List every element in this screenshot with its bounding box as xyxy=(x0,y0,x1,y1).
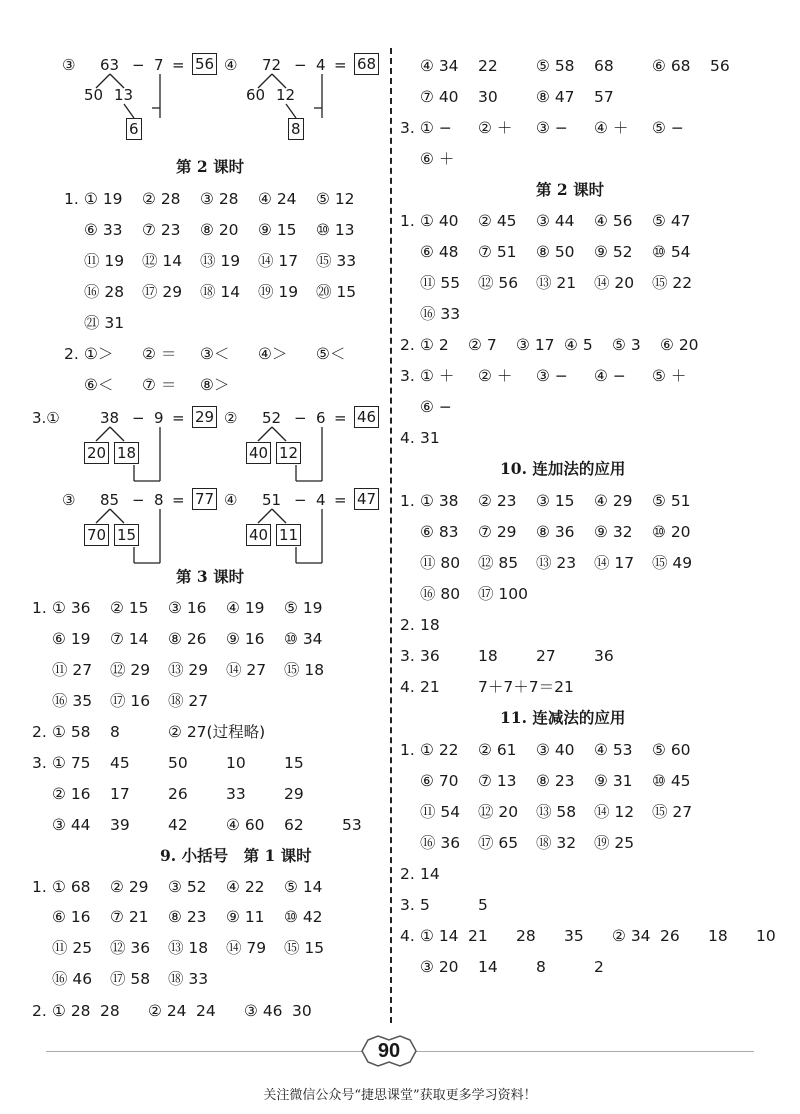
answer-item: ⑪ 19 xyxy=(84,252,125,270)
item-label: ④ xyxy=(224,56,238,74)
answer-item: ④ 56 xyxy=(594,212,633,230)
answer-item: ③ 28 xyxy=(200,190,239,208)
answer-item: ⑧ 23 xyxy=(536,772,575,790)
answer-item: ② 29 xyxy=(110,878,149,896)
answer-item: 8 xyxy=(110,723,120,741)
question-number: 2. xyxy=(400,616,415,634)
answer-item: ⑫ 14 xyxy=(142,252,183,270)
question-number: 4. xyxy=(400,429,415,447)
answer-item: ⑩ 13 xyxy=(316,221,355,239)
answer-item: 8 xyxy=(536,958,546,976)
answer-item: 36 xyxy=(594,647,614,665)
answer-item: ⑱ 33 xyxy=(168,970,209,988)
answer-item: 10 xyxy=(756,927,776,945)
question-number: 2. xyxy=(400,336,415,354)
answer-item: ⑨ 52 xyxy=(594,243,633,261)
answer-item: ⑯ 80 xyxy=(420,585,461,603)
answer-item: ⑨ 11 xyxy=(226,908,265,926)
split-part: 40 xyxy=(246,442,271,464)
section-heading: 10. 连加法的应用 xyxy=(500,459,626,478)
sub-result-box: 8 xyxy=(288,118,304,140)
answer-item: ⑬ 21 xyxy=(536,274,577,292)
answer-item: 28 xyxy=(516,927,536,945)
column-divider xyxy=(390,48,392,1023)
equals: = xyxy=(172,491,185,509)
answer-item: ⑮ 18 xyxy=(284,661,325,679)
answer-item: ⑪ 55 xyxy=(420,274,461,292)
answer-item: 10 xyxy=(226,754,246,772)
answer-item: ⑰ 100 xyxy=(478,585,529,603)
minuend: 63 xyxy=(100,56,120,74)
answer-item: ⑦ 40 xyxy=(420,88,459,106)
answer-item: ① 28 xyxy=(52,1002,91,1020)
answer-item: ⑧ 50 xyxy=(536,243,575,261)
answer-item: ⑰ 58 xyxy=(110,970,151,988)
answer-item: 21 xyxy=(468,927,488,945)
answer-item: ⑩ 20 xyxy=(652,523,691,541)
answer-item: ⑤ ＋ xyxy=(652,367,687,385)
question-number: 1. xyxy=(400,741,415,759)
subtrahend: 4 xyxy=(316,491,326,509)
result-box: 29 xyxy=(192,406,217,428)
answer-item: ⑥ 16 xyxy=(52,908,91,926)
answer-item: ⑮ 49 xyxy=(652,554,693,572)
answer-item: ⑩ 45 xyxy=(652,772,691,790)
result-box: 47 xyxy=(354,488,379,510)
answer-item: 18 xyxy=(708,927,728,945)
answer-item: ⑤ − xyxy=(652,119,684,137)
answer-item: ⑯ 35 xyxy=(52,692,93,710)
section-heading: 11. 连减法的应用 xyxy=(500,708,626,727)
answer-item: ⑫ 36 xyxy=(110,939,151,957)
answer-item: ① 68 xyxy=(52,878,91,896)
answer-item: ㉑ 31 xyxy=(84,314,125,332)
answer-item: ③＜ xyxy=(200,345,230,363)
answer-item: ⑥ 70 xyxy=(420,772,459,790)
answer-item: ④ 60 xyxy=(226,816,265,834)
answer-item: 14 xyxy=(478,958,498,976)
answer-item: ⑦ 21 xyxy=(110,908,149,926)
answer-item: 53 xyxy=(342,816,362,834)
operator: − xyxy=(132,409,145,427)
answer-item: ⑪ 25 xyxy=(52,939,93,957)
answer-item: ⑥ − xyxy=(420,398,452,416)
equals: = xyxy=(334,56,347,74)
answer-item: ⑨ 32 xyxy=(594,523,633,541)
answer-item: ① 40 xyxy=(420,212,459,230)
answer-item: ⑤ 3 xyxy=(612,336,641,354)
answer-item: 18 xyxy=(478,647,498,665)
operator: − xyxy=(294,409,307,427)
answer-item: ④ 53 xyxy=(594,741,633,759)
answer-item: ① 2 xyxy=(420,336,449,354)
question-number: 1. xyxy=(64,190,79,208)
connector-lines xyxy=(62,409,222,499)
answer-item: 29 xyxy=(284,785,304,803)
answer-item: 22 xyxy=(478,57,498,75)
minuend: 38 xyxy=(100,409,120,427)
question-number: 4. xyxy=(400,678,415,696)
answer-item: 36 xyxy=(420,647,440,665)
answer-item: ⑥ ＋ xyxy=(420,150,455,168)
answer-item: ① 38 xyxy=(420,492,459,510)
answer-item: ⑬ 58 xyxy=(536,803,577,821)
answer-item: 2 xyxy=(594,958,604,976)
answer-item: ⑦ 23 xyxy=(142,221,181,239)
answer-item: ③ 52 xyxy=(168,878,207,896)
split-part: 13 xyxy=(114,86,134,104)
answer-item: ⑤ 60 xyxy=(652,741,691,759)
question-number: 3. xyxy=(400,367,415,385)
answer-item: 5 xyxy=(420,896,430,914)
answer-item: ⑨ 31 xyxy=(594,772,633,790)
item-label: ② xyxy=(224,409,238,427)
subtrahend: 4 xyxy=(316,56,326,74)
question-number: 2. xyxy=(64,345,79,363)
answer-item: ③ 16 xyxy=(168,599,207,617)
answer-item: ⑭ 17 xyxy=(594,554,635,572)
answer-item: ⑦ 29 xyxy=(478,523,517,541)
answer-item: ② 34 xyxy=(612,927,651,945)
answer-item: ④ 5 xyxy=(564,336,593,354)
answer-item: 33 xyxy=(226,785,246,803)
answer-item: 35 xyxy=(564,927,584,945)
answer-item: ⑫ 85 xyxy=(478,554,519,572)
question-number: 1. xyxy=(400,212,415,230)
answer-item: ⑥ 48 xyxy=(420,243,459,261)
answer-item: ② 23 xyxy=(478,492,517,510)
answer-item: ⑤ 14 xyxy=(284,878,323,896)
answer-item: ② 61 xyxy=(478,741,517,759)
split-part: 40 xyxy=(246,524,271,546)
answer-item: 21 xyxy=(420,678,440,696)
answer-item: ② ＋ xyxy=(478,119,513,137)
minuend: 51 xyxy=(262,491,282,509)
answer-item: ④ − xyxy=(594,367,626,385)
answer-item: ③ 15 xyxy=(536,492,575,510)
connector-lines xyxy=(224,491,384,581)
answer-item: 24 xyxy=(196,1002,216,1020)
answer-item: ④＞ xyxy=(258,345,288,363)
answer-item: ⑬ 29 xyxy=(168,661,209,679)
answer-item: ⑲ 25 xyxy=(594,834,635,852)
answer-item: ⑧＞ xyxy=(200,376,230,394)
answer-item: ③ 44 xyxy=(52,816,91,834)
answer-item: ⑤ 58 xyxy=(536,57,575,75)
answer-item: ⑭ 17 xyxy=(258,252,299,270)
answer-item: ⑬ 23 xyxy=(536,554,577,572)
answer-item: 18 xyxy=(420,616,440,634)
answer-item: ⑤ 51 xyxy=(652,492,691,510)
answer-item: 27 xyxy=(536,647,556,665)
answer-item: ④ 24 xyxy=(258,190,297,208)
answer-item: ⑰ 29 xyxy=(142,283,183,301)
result-box: 56 xyxy=(192,53,217,75)
equals: = xyxy=(334,491,347,509)
answer-item: ⑫ 20 xyxy=(478,803,519,821)
answer-item: ③ 40 xyxy=(536,741,575,759)
answer-item: ② 45 xyxy=(478,212,517,230)
answer-item: ④ 19 xyxy=(226,599,265,617)
operator: − xyxy=(294,491,307,509)
result-box: 68 xyxy=(354,53,379,75)
section-heading: 第 3 课时 xyxy=(176,567,245,586)
answer-item: 5 xyxy=(478,896,488,914)
connector-lines xyxy=(224,56,384,146)
item-label: 3.① xyxy=(32,409,60,427)
answer-item: ⑳ 15 xyxy=(316,283,357,301)
answer-item: ⑯ 36 xyxy=(420,834,461,852)
result-box: 77 xyxy=(192,488,217,510)
page-number: 90 xyxy=(377,1040,401,1062)
answer-item: ⑩ 34 xyxy=(284,630,323,648)
answer-item: ⑤ 47 xyxy=(652,212,691,230)
section-heading: 第 2 课时 xyxy=(536,180,605,199)
split-part: 11 xyxy=(276,524,301,546)
answer-item: ⑭ 20 xyxy=(594,274,635,292)
answer-item: ④ 34 xyxy=(420,57,459,75)
item-label: ③ xyxy=(62,491,76,509)
question-number: 2. xyxy=(400,865,415,883)
answer-item: 31 xyxy=(420,429,440,447)
answer-item: ② ＝ xyxy=(142,345,177,363)
answer-item: ⑯ 46 xyxy=(52,970,93,988)
answer-item: ⑥ 68 xyxy=(652,57,691,75)
split-part: 18 xyxy=(114,442,139,464)
sub-result-box: 6 xyxy=(126,118,142,140)
answer-item: ⑧ 47 xyxy=(536,88,575,106)
equals: = xyxy=(334,409,347,427)
answer-item: 30 xyxy=(478,88,498,106)
subtrahend: 9 xyxy=(154,409,164,427)
answer-item: ⑨ 16 xyxy=(226,630,265,648)
answer-item: ⑪ 54 xyxy=(420,803,461,821)
answer-item: ①＞ xyxy=(84,345,114,363)
footer-note: 关注微信公众号“捷思课堂”获取更多学习资料！ xyxy=(263,1088,537,1103)
answer-item: ⑲ 19 xyxy=(258,283,299,301)
question-number: 3. xyxy=(400,896,415,914)
connector-lines xyxy=(62,56,222,146)
answer-item: ⑧ 26 xyxy=(168,630,207,648)
answer-item: ⑦ 13 xyxy=(478,772,517,790)
minuend: 72 xyxy=(262,56,282,74)
answer-item: ⑬ 19 xyxy=(200,252,241,270)
result-box: 46 xyxy=(354,406,379,428)
question-number: 3. xyxy=(32,754,47,772)
answer-item: ⑬ 18 xyxy=(168,939,209,957)
question-number: 1. xyxy=(32,599,47,617)
answer-item: ③ 20 xyxy=(420,958,459,976)
answer-item: ③ 17 xyxy=(516,336,555,354)
answer-item: ③ − xyxy=(536,367,568,385)
answer-item: ⑯ 28 xyxy=(84,283,125,301)
question-number: 1. xyxy=(32,878,47,896)
minuend: 85 xyxy=(100,491,120,509)
question-number: 3. xyxy=(400,647,415,665)
answer-item: ③ − xyxy=(536,119,568,137)
answer-item: ⑰ 65 xyxy=(478,834,519,852)
answer-item: ⑧ 23 xyxy=(168,908,207,926)
split-part: 60 xyxy=(246,86,266,104)
answer-item: ⑥＜ xyxy=(84,376,114,394)
answer-item: ② 7 xyxy=(468,336,497,354)
answer-item: ⑫ 29 xyxy=(110,661,151,679)
answer-item: 17 xyxy=(110,785,130,803)
split-part: 50 xyxy=(84,86,104,104)
answer-item: ⑩ 54 xyxy=(652,243,691,261)
split-part: 15 xyxy=(114,524,139,546)
operator: − xyxy=(294,56,307,74)
answer-item: ② 27(过程略) xyxy=(168,723,266,741)
answer-item: ④ 22 xyxy=(226,878,265,896)
answer-item: ⑭ 27 xyxy=(226,661,267,679)
subtrahend: 6 xyxy=(316,409,326,427)
answer-item: 14 xyxy=(420,865,440,883)
answer-item: ⑦ 14 xyxy=(110,630,149,648)
answer-item: ⑧ 20 xyxy=(200,221,239,239)
split-part: 70 xyxy=(84,524,109,546)
split-part: 12 xyxy=(276,86,296,104)
answer-item: ⑯ 33 xyxy=(420,305,461,323)
answer-item: ⑤ 12 xyxy=(316,190,355,208)
answer-item: ⑥ 83 xyxy=(420,523,459,541)
question-number: 3. xyxy=(400,119,415,137)
answer-item: ② 16 xyxy=(52,785,91,803)
answer-item: 68 xyxy=(594,57,614,75)
operator: − xyxy=(132,491,145,509)
answer-item: ① 36 xyxy=(52,599,91,617)
answer-item: ② 28 xyxy=(142,190,181,208)
page-number-badge xyxy=(358,1034,420,1068)
answer-item: ⑩ 42 xyxy=(284,908,323,926)
answer-item: 56 xyxy=(710,57,730,75)
answer-item: 50 xyxy=(168,754,188,772)
answer-item: ⑤ 19 xyxy=(284,599,323,617)
answer-item: ⑥ 20 xyxy=(660,336,699,354)
answer-item: ⑱ 27 xyxy=(168,692,209,710)
answer-item: 26 xyxy=(168,785,188,803)
question-number: 2. xyxy=(32,723,47,741)
answer-item: ⑮ 15 xyxy=(284,939,325,957)
answer-item: 62 xyxy=(284,816,304,834)
answer-item: ② 24 xyxy=(148,1002,187,1020)
answer-item: 15 xyxy=(284,754,304,772)
answer-item: 28 xyxy=(100,1002,120,1020)
answer-item: ⑦ ＝ xyxy=(142,376,177,394)
answer-item: ① ＋ xyxy=(420,367,455,385)
answer-item: 39 xyxy=(110,816,130,834)
answer-item: ③ 46 xyxy=(244,1002,283,1020)
answer-item: ① 14 xyxy=(420,927,459,945)
connector-lines xyxy=(224,409,384,499)
answer-item: 42 xyxy=(168,816,188,834)
answer-item: ⑨ 15 xyxy=(258,221,297,239)
answer-item: ④ ＋ xyxy=(594,119,629,137)
minuend: 52 xyxy=(262,409,282,427)
answer-item: ⑦ 51 xyxy=(478,243,517,261)
answer-item: ⑮ 22 xyxy=(652,274,693,292)
answer-item: ⑥ 19 xyxy=(52,630,91,648)
subtrahend: 7 xyxy=(154,56,164,74)
answer-item: ⑮ 27 xyxy=(652,803,693,821)
answer-item: ① − xyxy=(420,119,452,137)
answer-item: ⑥ 33 xyxy=(84,221,123,239)
answer-item: 7＋7＋7＝21 xyxy=(478,678,574,696)
question-number: 4. xyxy=(400,927,415,945)
subtrahend: 8 xyxy=(154,491,164,509)
answer-item: ② ＋ xyxy=(478,367,513,385)
question-number: 1. xyxy=(400,492,415,510)
answer-item: ④ 29 xyxy=(594,492,633,510)
answer-item: ⑫ 56 xyxy=(478,274,519,292)
equals: = xyxy=(172,56,185,74)
answer-item: 45 xyxy=(110,754,130,772)
answer-item: ③ 44 xyxy=(536,212,575,230)
answer-item: ⑭ 79 xyxy=(226,939,267,957)
answer-item: ⑧ 36 xyxy=(536,523,575,541)
answer-item: ⑰ 16 xyxy=(110,692,151,710)
answer-item: ⑤＜ xyxy=(316,345,346,363)
answer-item: ⑱ 14 xyxy=(200,283,241,301)
section-heading: 9. 小括号 第 1 课时 xyxy=(160,846,312,865)
answer-item: ⑪ 80 xyxy=(420,554,461,572)
answer-item: ⑪ 27 xyxy=(52,661,93,679)
answer-item: ⑱ 32 xyxy=(536,834,577,852)
section-heading: 第 2 课时 xyxy=(176,157,245,176)
answer-item: ⑮ 33 xyxy=(316,252,357,270)
item-label: ③ xyxy=(62,56,76,74)
answer-item: 57 xyxy=(594,88,614,106)
operator: − xyxy=(132,56,145,74)
answer-item: ① 22 xyxy=(420,741,459,759)
answer-item: ① 58 xyxy=(52,723,91,741)
answer-item: 30 xyxy=(292,1002,312,1020)
item-label: ④ xyxy=(224,491,238,509)
split-part: 20 xyxy=(84,442,109,464)
answer-item: 26 xyxy=(660,927,680,945)
equals: = xyxy=(172,409,185,427)
answer-item: ② 15 xyxy=(110,599,149,617)
question-number: 2. xyxy=(32,1002,47,1020)
answer-item: ① 75 xyxy=(52,754,91,772)
answer-item: ① 19 xyxy=(84,190,123,208)
split-part: 12 xyxy=(276,442,301,464)
answer-item: ⑭ 12 xyxy=(594,803,635,821)
